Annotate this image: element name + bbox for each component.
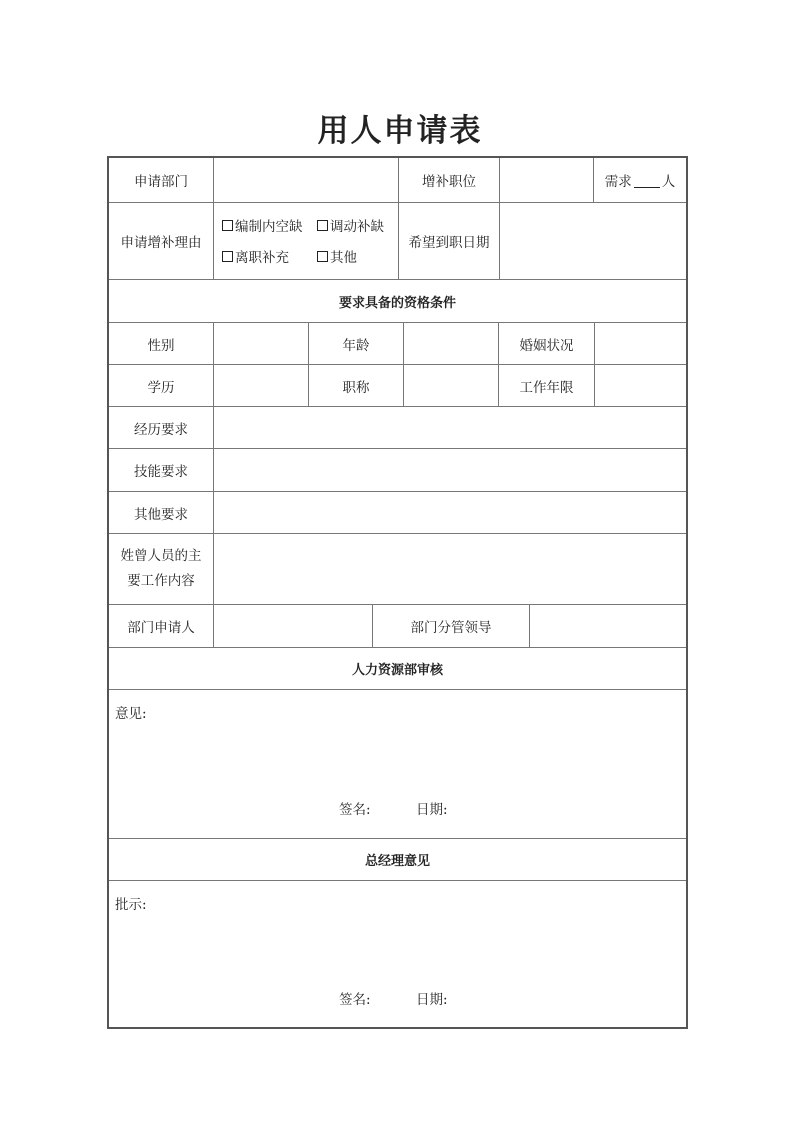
demand-field[interactable] (594, 158, 686, 203)
duties-label-line1: 姓曾人员的主 (120, 548, 202, 564)
option-vacancy[interactable] (222, 215, 303, 235)
applicant-input[interactable] (214, 605, 373, 648)
demand-count-blank[interactable] (634, 173, 660, 188)
dept-label: 申请部门 (109, 158, 214, 203)
duties-input[interactable] (214, 534, 686, 605)
gender-label: 性别 (109, 323, 214, 365)
option-label: 离职补充 (235, 250, 289, 266)
experience-label: 经历要求 (109, 407, 214, 449)
position-label: 增补职位 (399, 158, 500, 203)
title-label: 职称 (309, 365, 404, 407)
hr-sign-label: 签名: (339, 802, 371, 818)
checkbox[interactable] (317, 220, 328, 231)
gm-instruction-area[interactable] (109, 881, 686, 1027)
age-input[interactable] (404, 323, 499, 365)
education-label: 学历 (109, 365, 214, 407)
dept-input[interactable] (214, 158, 399, 203)
start-date-label: 希望到职日期 (399, 203, 500, 280)
reason-options (214, 203, 399, 280)
application-form (107, 156, 688, 1029)
marital-label: 婚姻状况 (499, 323, 595, 365)
checkbox[interactable] (222, 251, 233, 262)
form-title: 用人申请表 (317, 113, 483, 149)
hr-opinion-area[interactable] (109, 690, 686, 839)
demand-label: 需求 (604, 174, 632, 190)
title-input[interactable] (404, 365, 499, 407)
education-input[interactable] (214, 365, 309, 407)
age-label: 年龄 (309, 323, 404, 365)
option-label: 编制内空缺 (235, 219, 303, 235)
position-input[interactable] (500, 158, 594, 203)
applicant-label: 部门申请人 (109, 605, 214, 648)
duties-label-line2: 要工作内容 (127, 573, 195, 589)
option-transfer[interactable] (317, 215, 384, 235)
option-other[interactable] (317, 246, 357, 266)
hr-opinion-label: 意见: (115, 706, 147, 722)
gm-date-label: 日期: (416, 992, 448, 1008)
checkbox[interactable] (222, 220, 233, 231)
hr-date-label: 日期: (416, 802, 448, 818)
hr-review-header: 人力资源部审核 (109, 648, 686, 690)
gm-instruction-label: 批示: (115, 897, 147, 913)
other-requirements-label: 其他要求 (109, 492, 214, 534)
other-requirements-input[interactable] (214, 492, 686, 534)
option-resignation[interactable] (222, 246, 289, 266)
years-input[interactable] (595, 365, 686, 407)
skills-label: 技能要求 (109, 449, 214, 492)
gm-opinion-header: 总经理意见 (109, 839, 686, 881)
skills-input[interactable] (214, 449, 686, 492)
demand-unit: 人 (661, 174, 676, 190)
start-date-input[interactable] (500, 203, 686, 280)
experience-input[interactable] (214, 407, 686, 449)
years-label: 工作年限 (499, 365, 595, 407)
checkbox[interactable] (317, 251, 328, 262)
leader-label: 部门分管领导 (373, 605, 530, 648)
gm-sign-label: 签名: (339, 992, 371, 1008)
option-label: 调动补缺 (330, 219, 384, 235)
reason-label: 申请增补理由 (109, 203, 214, 280)
marital-input[interactable] (595, 323, 686, 365)
gender-input[interactable] (214, 323, 309, 365)
duties-label (109, 534, 214, 605)
qualifications-header: 要求具备的资格条件 (109, 280, 686, 323)
leader-input[interactable] (530, 605, 686, 648)
option-label: 其他 (330, 250, 357, 266)
